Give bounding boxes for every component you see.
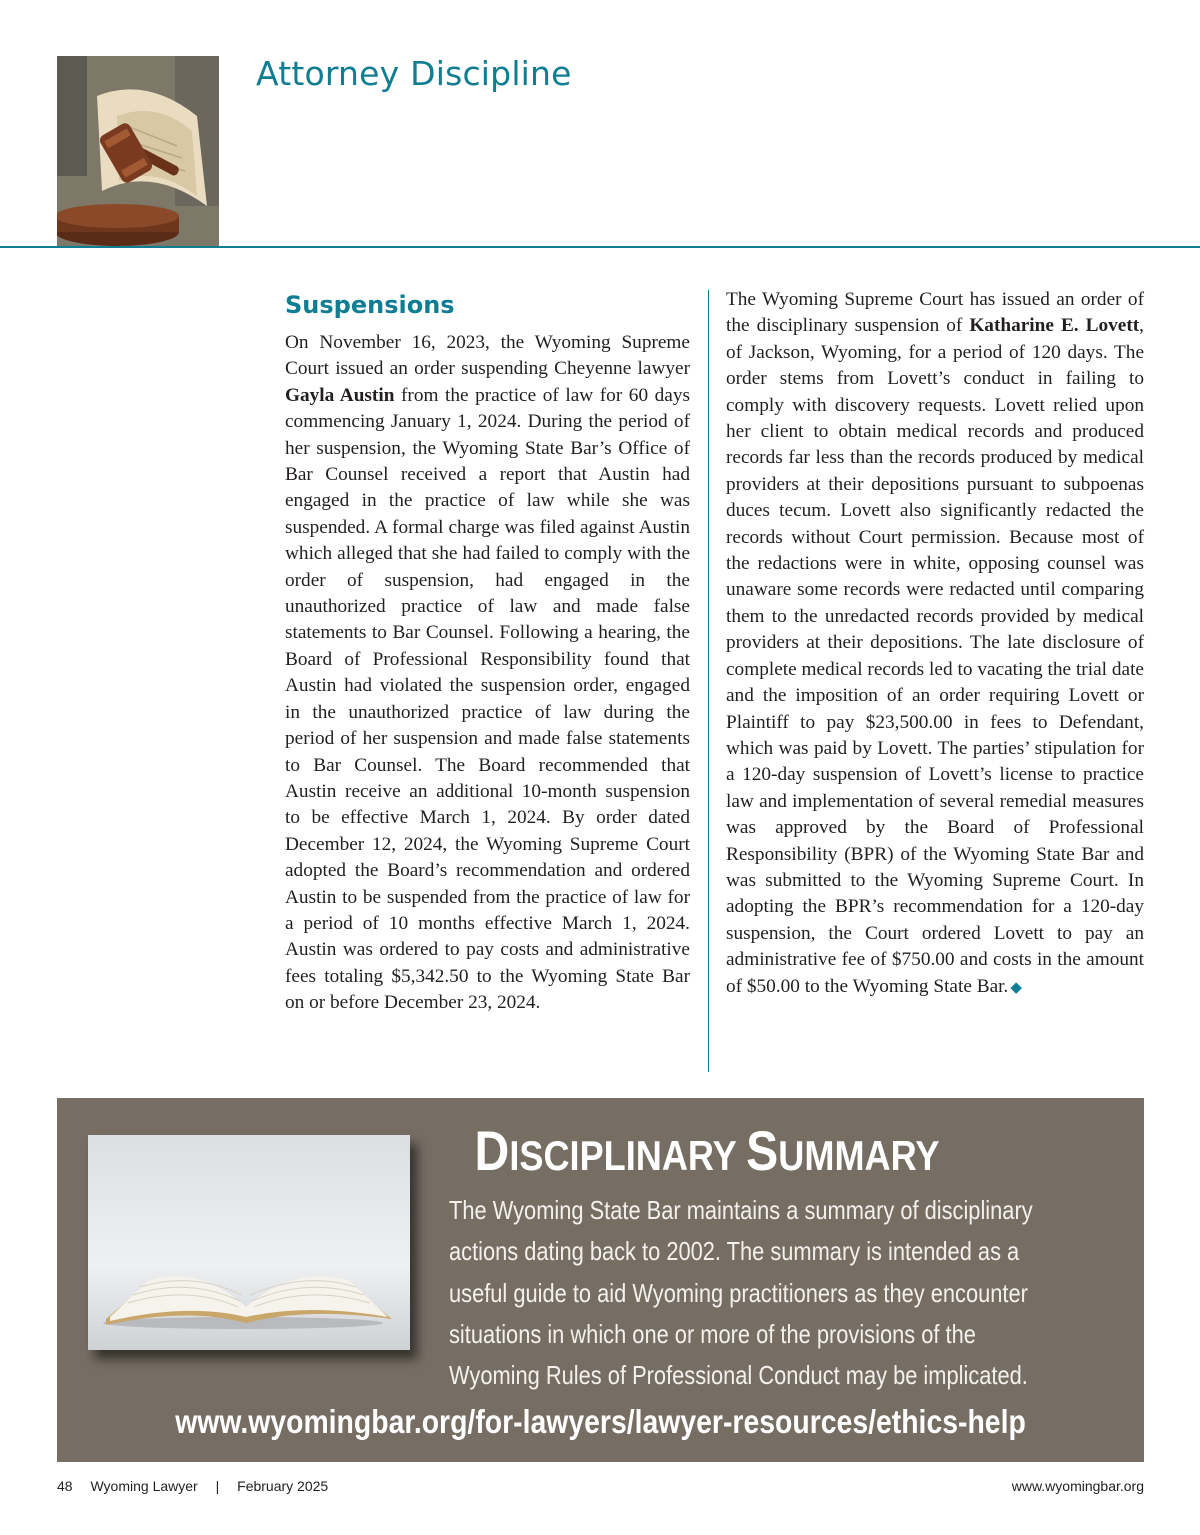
issue-date: February 2025 [237, 1478, 329, 1494]
title-rest: ISCIPLINARY [509, 1132, 737, 1179]
title-rest: UMMARY [778, 1132, 940, 1179]
gavel-icon [57, 56, 219, 246]
footer-website[interactable]: www.wyomingbar.org [1011, 1478, 1144, 1494]
paragraph-text: On November 16, 2023, the Wyoming Supreme Court issued an order suspending Cheyenne lawyer [285, 332, 690, 380]
title-initial: D [474, 1119, 510, 1182]
summary-description: The Wyoming State Bar maintains a summary of disciplinary actions dating back to 2002. The summary is intended as a useful guide to aid Wyoming practitioners as they encounter situations in which one or more of the provisions of the Wyoming Rules of Professional Conduct may be implicated. [449, 1195, 1033, 1391]
page-title: Attorney Discipline [256, 54, 572, 93]
austin-paragraph [285, 330, 690, 1017]
left-column [285, 288, 690, 1017]
publication-name: Wyoming Lawyer [90, 1478, 198, 1494]
paragraph-text: from the practice of law for 60 days commencing January 1, 2024. During the period of her suspension, the Wyoming State Bar’s Office of Bar Counsel received a report that Austin had engaged in the practice of law while she was suspended. A formal charge was filed against Austin which alleged that she had failed to comply with the order of suspension, had engaged in the unauthorized practice of law and made false statements to Bar Counsel. Following a hearing, the Board of Professional Responsibility found that Austin had violated the suspension order, engaged in the unauthorized practice of law during the period of her suspension and made false statements to Bar Counsel. The Board recommended that Austin receive an additional 10-month suspension to be effective March 1, 2024. By order dated December 12, 2024, the Wyoming Supreme Court adopted the Board’s recommendation and ordered Austin to be suspended from the practice of law for a period of 10 months effective March 1, 2024. Austin was ordered to pay costs and administrative fees totaling $5,342.50 to the Wyoming State Bar on or before December 23, 2024. [285, 384, 690, 1014]
disciplinary-summary-box [57, 1098, 1144, 1462]
paragraph-text: The Wyoming Supreme Court has issued an order of the disciplinary suspension of [726, 289, 1144, 337]
gavel-photo [57, 56, 219, 246]
summary-title [449, 1118, 965, 1183]
lovett-paragraph [726, 287, 1144, 1001]
open-book-photo [88, 1135, 410, 1350]
ethics-help-link[interactable]: www.wyomingbar.org/for-lawyers/lawyer-resources/ethics-help [175, 1403, 1026, 1440]
page-number: 48 [57, 1478, 73, 1494]
section-heading: Suspensions [285, 291, 455, 319]
attorney-name: Katharine E. Lovett [969, 315, 1140, 337]
header-divider [0, 246, 1200, 248]
footer-separator: | [215, 1478, 220, 1494]
paragraph-text: , of Jackson, Wyoming, for a period of 120 days. The order stems from Lovett’s conduct in failing to comply with discovery requests. Lovett relied upon her client to obtain medical records and produced records far less than the records produced by medical providers at their depositions pursuant to subpoenas duces tecum. Lovett also significantly redacted the records without Court permission. Because most of the redactions were in white, opposing counsel was unaware some records were redacted until comparing them to the unredacted records provided by medical providers at their depositions. The late disclosure of complete medical records led to vacating the trial date and the imposition of an order requiring Lovett or Plaintiff to pay $23,500.00 in fees to Defendant, which was paid by Lovett. The parties’ stipulation for a 120-day suspension of Lovett’s license to practice law and implementation of several remedial measures was approved by the Board of Professional Responsibility (BPR) of the Wyoming State Bar and was submitted to the Wyoming Supreme Court. In adopting the BPR’s recommendation for a 120-day suspension, the Court ordered Lovett to pay an administrative fee of $750.00 and costs in the amount of $50.00 to the Wyoming State Bar. [726, 315, 1144, 997]
attorney-name: Gayla Austin [285, 384, 395, 406]
right-column [726, 287, 1144, 1001]
open-book-icon [88, 1135, 410, 1350]
footer-publication-info [57, 1478, 342, 1494]
end-mark-icon: ◆ [1010, 979, 1022, 996]
title-initial: S [746, 1119, 779, 1182]
column-divider [708, 290, 709, 1072]
